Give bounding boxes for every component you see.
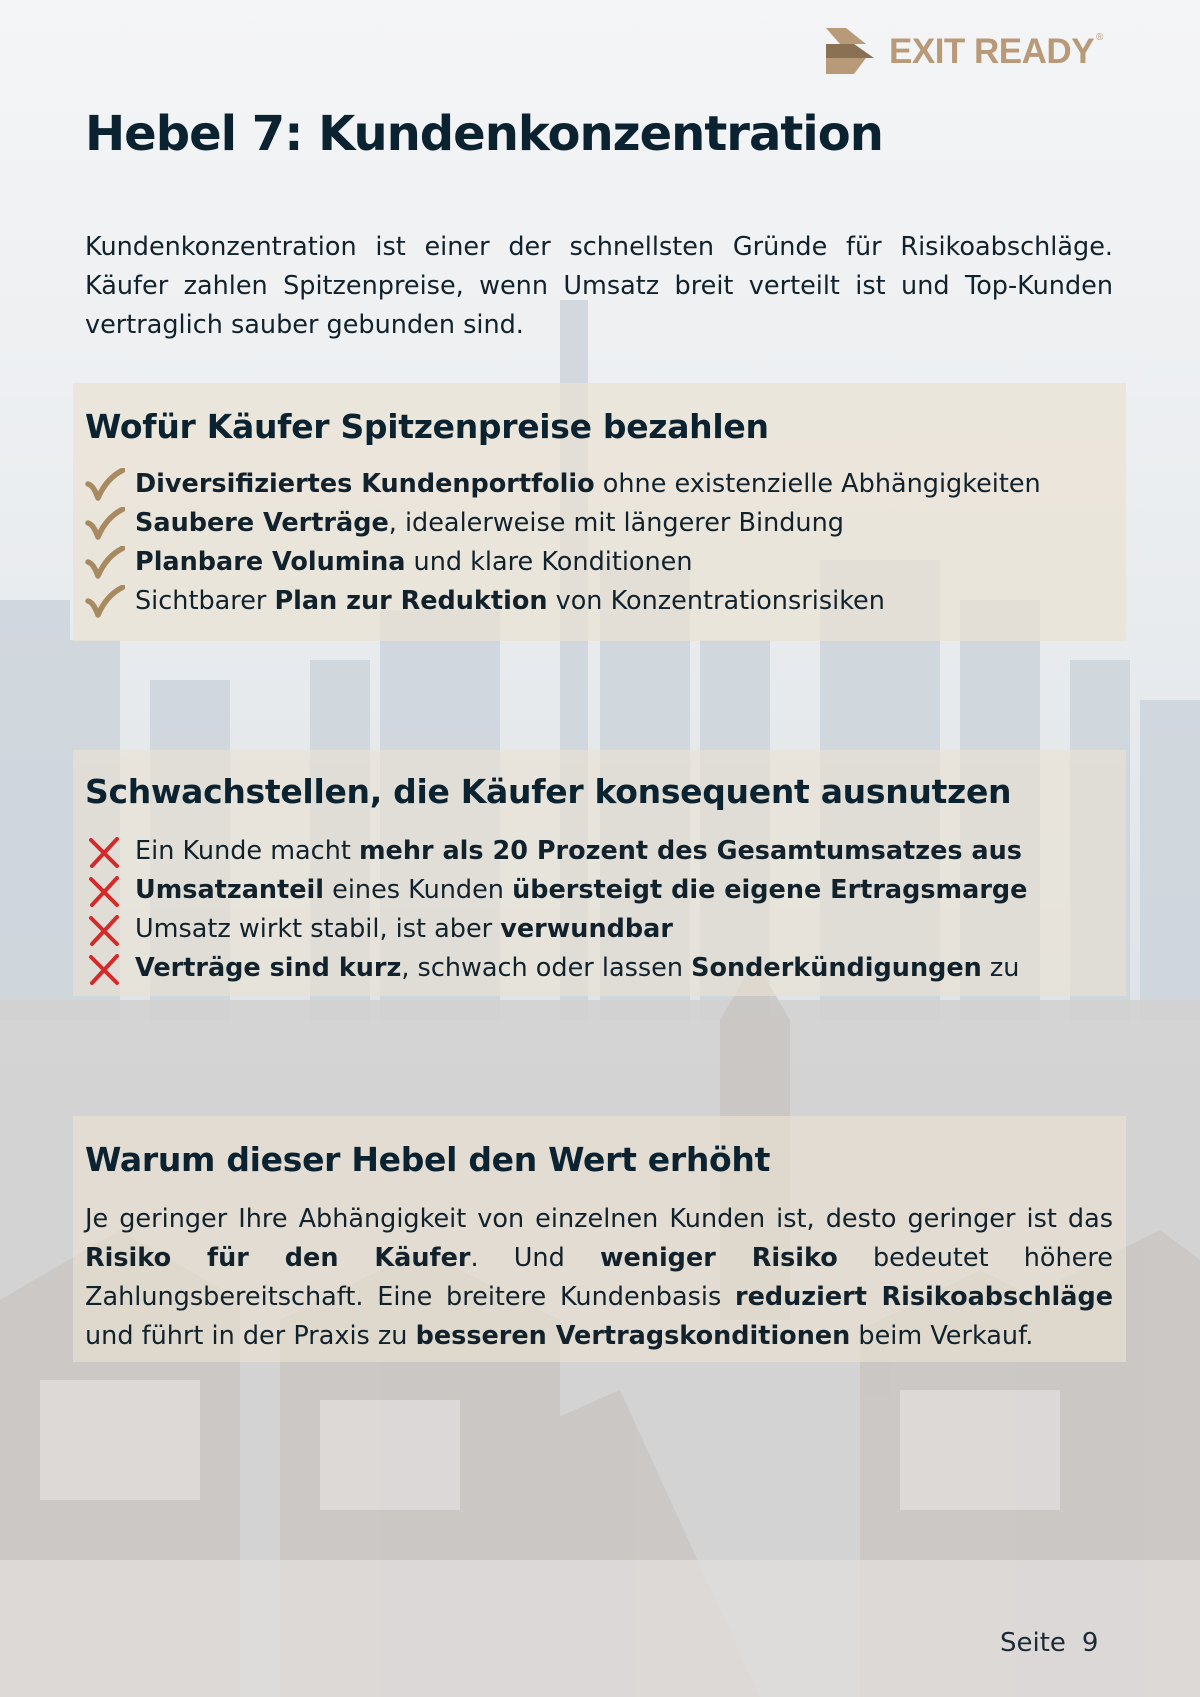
emphasis-text: Umsatzanteil xyxy=(135,875,325,905)
value-paragraph xyxy=(85,1200,1113,1356)
cross-icon xyxy=(85,952,125,986)
weaknesses-panel xyxy=(73,750,1126,996)
emphasis-text: Diversifiziertes Kundenportfolio xyxy=(135,469,595,499)
emphasis-text: verwundbar xyxy=(500,914,673,944)
value-panel xyxy=(73,1116,1126,1362)
value-heading: Warum dieser Hebel den Wert erhöht xyxy=(85,1140,771,1179)
brand-name: EXIT READY xyxy=(889,31,1095,71)
emphasis-text: reduziert Risikoabschläge xyxy=(735,1282,1113,1312)
emphasis-text: Verträge sind kurz xyxy=(135,953,402,983)
list-item xyxy=(85,910,1027,949)
text-run: zu xyxy=(981,953,1020,983)
text-run: und klare Konditionen xyxy=(405,547,693,577)
page-footer xyxy=(1000,1628,1098,1658)
list-item xyxy=(85,582,1041,621)
emphasis-text: Risiko für den Käufer xyxy=(85,1243,471,1273)
intro-paragraph: Kundenkonzentration ist einer der schnellsten Gründe für Risikoabschläge. Käufer zahlen Spitzenpreise, wenn Umsatz breit verteilt ist und Top-Kunden vertraglich sauber gebunden sind. xyxy=(85,232,1113,340)
check-icon xyxy=(85,468,125,502)
emphasis-text: mehr als 20 Prozent des Gesamtumsatzes aus xyxy=(358,836,1022,866)
list-item xyxy=(85,871,1027,910)
text-run: Ein Kunde macht xyxy=(135,836,359,866)
text-run: von Konzentrationsrisiken xyxy=(547,586,885,616)
list-item xyxy=(85,504,1041,543)
list-item xyxy=(85,949,1027,988)
text-run: . Und xyxy=(470,1243,600,1273)
emphasis-text: Plan zur Reduktion xyxy=(274,586,548,616)
check-icon xyxy=(85,546,125,580)
list-item xyxy=(85,543,1041,582)
text-run: beim Verkauf. xyxy=(850,1321,1034,1351)
emphasis-text: übersteigt die eigene Ertragsmarge xyxy=(512,875,1028,905)
cross-icon xyxy=(85,913,125,947)
page-title: Hebel 7: Kundenkonzentration xyxy=(85,106,883,162)
check-icon xyxy=(85,507,125,541)
weaknesses-heading: Schwachstellen, die Käufer konsequent ausnutzen xyxy=(85,772,1012,811)
text-run: ohne existenzielle Abhängigkeiten xyxy=(594,469,1041,499)
check-icon xyxy=(85,585,125,619)
benefits-list xyxy=(85,465,1041,621)
weaknesses-list xyxy=(85,832,1027,988)
emphasis-text: Planbare Volumina xyxy=(135,547,406,577)
emphasis-text: Sonderkündigungen xyxy=(691,953,982,983)
emphasis-text: Saubere Verträge xyxy=(135,508,389,538)
cross-icon xyxy=(85,874,125,908)
benefits-panel xyxy=(73,383,1126,641)
text-run: Sichtbarer xyxy=(135,586,275,616)
text-run: und führt in der Praxis zu xyxy=(85,1321,416,1351)
text-run: Umsatz wirkt stabil, ist aber xyxy=(135,914,501,944)
text-run: bedeutet höhere Zahlungsbereitschaft. Eine breitere Kundenbasis xyxy=(85,1243,1113,1312)
emphasis-text: weniger Risiko xyxy=(599,1243,838,1273)
page-label: Seite xyxy=(1000,1628,1066,1658)
list-item xyxy=(85,465,1041,504)
text-run: eines Kunden xyxy=(324,875,513,905)
text-run: , schwach oder lassen xyxy=(401,953,692,983)
text-run: Je geringer Ihre Abhängigkeit von einzelnen Kunden ist, desto geringer ist das xyxy=(85,1204,1113,1234)
text-run: , idealerweise mit längerer Bindung xyxy=(388,508,844,538)
brand-logo-icon xyxy=(826,28,874,74)
list-item xyxy=(85,832,1027,871)
brand-registered-mark: ® xyxy=(1096,32,1104,43)
benefits-heading: Wofür Käufer Spitzenpreise bezahlen xyxy=(85,407,769,446)
cross-icon xyxy=(85,835,125,869)
brand-logo xyxy=(826,28,1103,74)
emphasis-text: besseren Vertragskonditionen xyxy=(415,1321,851,1351)
page-number: 9 xyxy=(1081,1628,1099,1658)
